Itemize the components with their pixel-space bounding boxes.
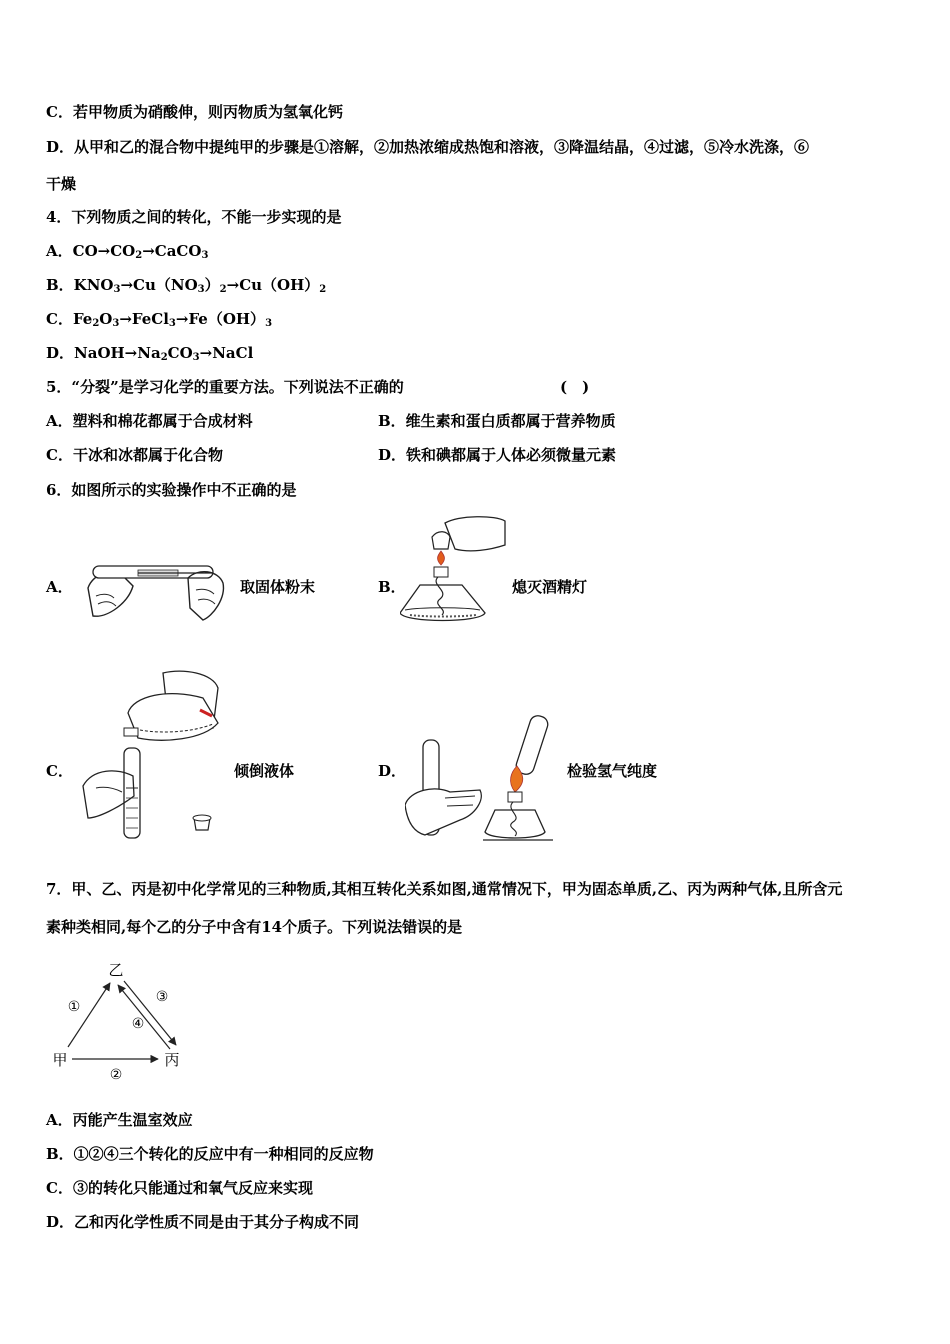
q7-option-b: B．①②④三个转化的反应中有一种相同的反应物 (46, 1145, 374, 1163)
q6-option-c-letter: C． (46, 762, 73, 780)
q4-option-d: D．$NaOH\to Na_2CO_3\to NaCl$ (46, 344, 254, 363)
label-arrow-3: ③ (155, 989, 169, 1005)
node-jia: 甲 (52, 1051, 68, 1069)
alcohol-lamp-extinguish-illustration (400, 515, 510, 633)
node-yi: 乙 (108, 961, 124, 979)
q3-option-d-line2: 干燥 (46, 175, 77, 193)
q3-option-c: C．若甲物质为硝酸伸，则丙物质为氢氧化钙 (46, 103, 343, 121)
label-arrow-1: ① (67, 999, 81, 1015)
q7-stem-line1: 7．甲、乙、丙是初中化学常见的三种物质,其相互转化关系如图,通常情况下，甲为固态单质,乙、丙为两种气体,且所含元 (46, 880, 843, 898)
q5-option-c: C．干冰和冰都属于化合物 (46, 446, 223, 464)
q4-stem: 4．下列物质之间的转化，不能一步实现的是 (46, 208, 342, 226)
q5-stem: 5．“分裂”是学习化学的重要方法。下列说法不正确的 (46, 378, 404, 396)
q7-option-a: A．丙能产生温室效应 (46, 1111, 193, 1129)
label-arrow-2: ② (109, 1067, 123, 1083)
q6-option-a-caption: 取固体粉末 (240, 578, 316, 596)
conversion-relationship-diagram (40, 955, 200, 1085)
q6-option-d-caption: 检验氢气纯度 (567, 762, 658, 780)
q6-stem: 6．如图所示的实验操作中不正确的是 (46, 481, 297, 499)
test-tube-sampling-illustration (78, 548, 228, 628)
arrow-1 (68, 983, 110, 1047)
q5-option-a: A．塑料和棉花都属于合成材料 (46, 412, 253, 430)
q6-option-a-letter: A． (46, 578, 73, 596)
q5-option-d: D．铁和碘都属于人体必须微量元素 (378, 446, 617, 464)
q5-option-b: B．维生素和蛋白质都属于营养物质 (378, 412, 616, 430)
q4-option-b: B．$KNO_3\to Cu(NO_3)_2\to Cu(OH)_2$ (46, 276, 327, 295)
q6-option-b-caption: 熄灭酒精灯 (512, 578, 588, 596)
q5-answer-paren: ( ) (560, 378, 590, 396)
q7-option-d: D．乙和丙化学性质不同是由于其分子构成不同 (46, 1213, 360, 1231)
pour-liquid-illustration (78, 668, 228, 843)
q6-option-d-letter: D． (378, 762, 407, 780)
q4-option-a: A．$CO\to CO_2\to CaCO_3$ (46, 242, 209, 261)
q4-option-c: C．$Fe_2O_3\to FeCl_3\to Fe(OH)_3$ (46, 310, 273, 329)
q3-option-d-line1: D．从甲和乙的混合物中提纯甲的步骤是①溶解，②加热浓缩成热饱和溶液，③降温结晶，④过滤，⑤冷水洗涤，⑥ (46, 138, 810, 156)
node-bing: 丙 (164, 1051, 180, 1069)
label-arrow-4: ④ (131, 1016, 145, 1032)
hydrogen-purity-test-illustration (405, 710, 560, 850)
q6-option-b-letter: B． (378, 578, 406, 596)
q7-stem-line2: 素种类相同,每个乙的分子中含有14个质子。下列说法错误的是 (46, 918, 463, 936)
q6-option-c-caption: 倾倒液体 (234, 762, 295, 780)
q7-option-c: C．③的转化只能通过和氧气反应来实现 (46, 1179, 313, 1197)
